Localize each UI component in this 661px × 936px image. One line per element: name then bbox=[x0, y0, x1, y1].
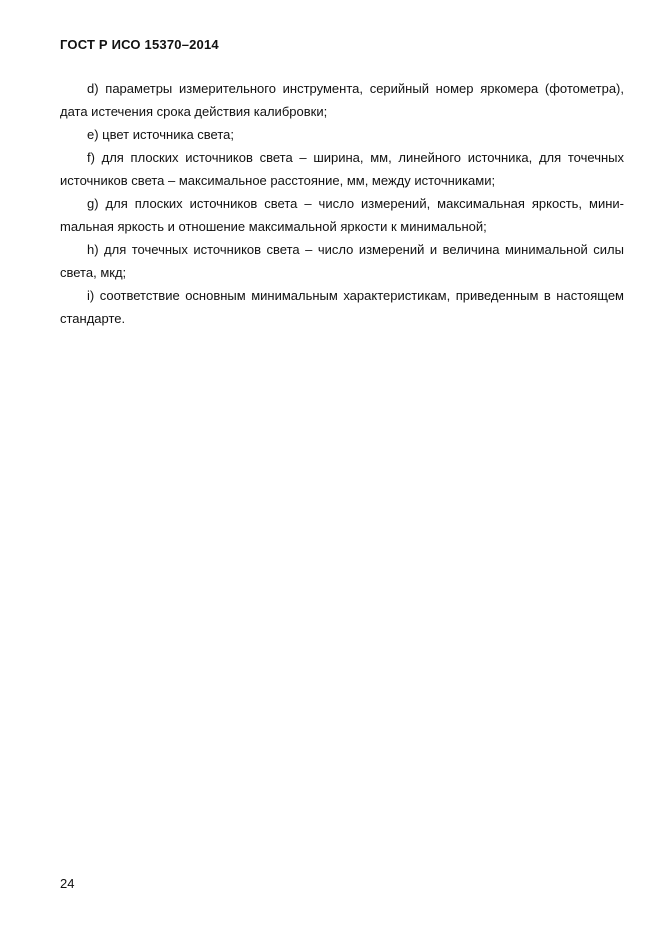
list-item-f: f) для плоских источников света – ширина, мм, линейного источника, для точечных источников света – максимальное расстояние, мм, между источниками; bbox=[60, 150, 624, 188]
list-item-h: h) для точечных источников света – число измерений и величина минимальной силы света, мкд; bbox=[60, 242, 624, 280]
page-number: 24 bbox=[60, 876, 75, 891]
standard-code-header: ГОСТ Р ИСО 15370–2014 bbox=[60, 37, 219, 52]
list-item-i: i) соответствие основным минимальным характеристикам, приведенным в настоящем стандарте. bbox=[60, 288, 624, 326]
list-item-d: d) параметры измерительного инструмента, серийный номер яркомера (фотометра), дата истечения срока действия калибровки; bbox=[60, 81, 624, 119]
list-item-e: e) цвет источника света; bbox=[87, 127, 234, 142]
list-item-g: g) для плоских источников света – число измерений, максимальная яркость, миниmальная яркость и отношение максимальной яркости к минимальной; bbox=[60, 196, 624, 234]
document-body bbox=[60, 77, 624, 330]
